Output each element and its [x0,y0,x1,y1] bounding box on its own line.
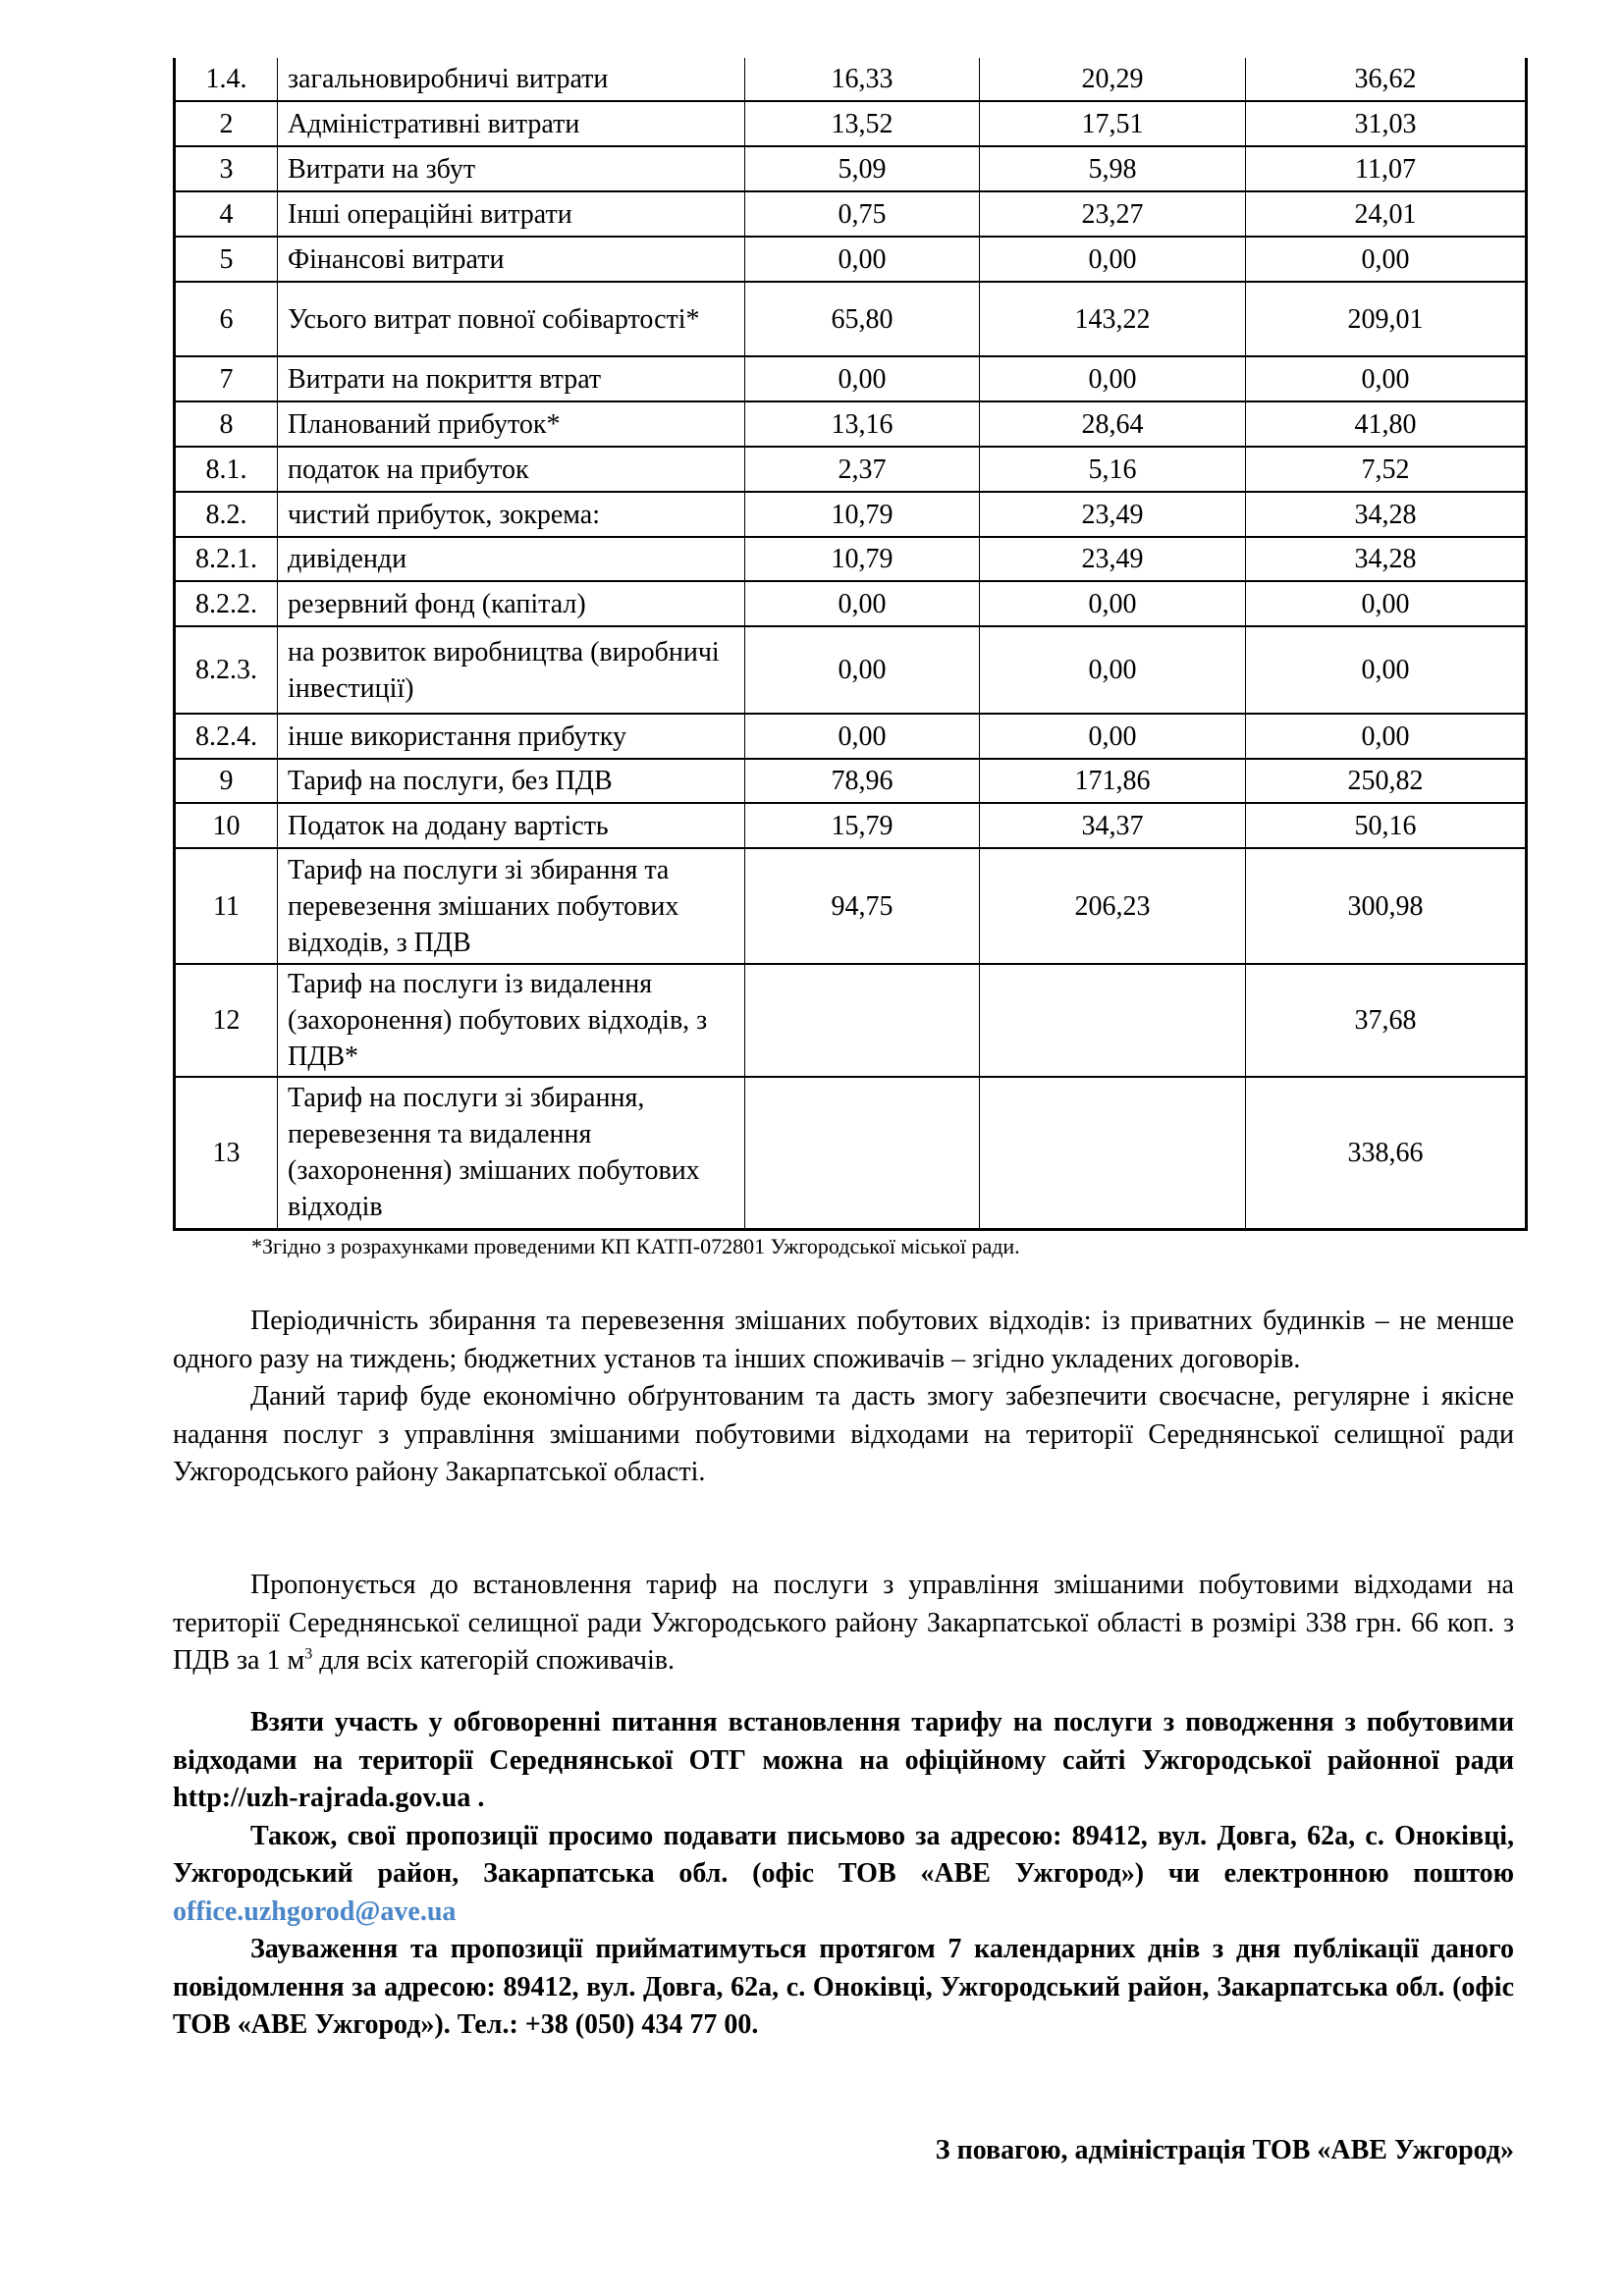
row-label: Фінансові витрати [278,237,745,282]
value-col-1: 15,79 [745,803,980,848]
value-total: 300,98 [1246,848,1527,964]
value-total: 7,52 [1246,447,1527,492]
row-number: 12 [175,964,278,1077]
value-col-1: 0,00 [745,626,980,714]
paragraph-remarks: Зауваження та пропозиції прийматимуться протягом 7 календарних днів з дня публікації даного повідомлення за адресою: 89412, вул. Довга, 62а, с. Оноківці, Ужгородський район, Закарпатська обл. (офіс ТОВ «АВЕ Ужгород»). Тел.: +38 (050) 434 77 00. [173,1934,1514,2040]
signature: З повагою, адміністрація ТОВ «АВЕ Ужгород» [935,2135,1514,2165]
value-col-2: 0,00 [980,237,1246,282]
table-row [175,146,1527,191]
value-col-2: 5,98 [980,146,1246,191]
value-total: 209,01 [1246,282,1527,356]
body-text-proposal [173,1567,1514,1681]
value-col-1: 10,79 [745,492,980,537]
value-col-2: 0,00 [980,626,1246,714]
value-total: 0,00 [1246,581,1527,626]
table-row [175,714,1527,759]
paragraph-proposal: Пропонується до встановлення тариф на послуги з управління змішаними побутовими відходами на території Середнянської селищної ради Ужгородського району Закарпатської області в розмірі 338 грн. 66 коп. з ПДВ за 1 $м^3$ для всіх категорій споживачів. [173,1570,1514,1676]
value-col-2: 34,37 [980,803,1246,848]
value-total: 0,00 [1246,356,1527,401]
value-col-2: 5,16 [980,447,1246,492]
row-number: 2 [175,101,278,146]
row-label: Тариф на послуги із видалення (захоронення) побутових відходів, з ПДВ* [278,964,745,1077]
row-label: Витрати на покриття втрат [278,356,745,401]
paragraph-frequency: Періодичність збирання та перевезення змішаних побутових відходів: із приватних будинків – не менше одного разу на тиждень; бюджетних установ та інших споживачів – згідно укладених договорів. [173,1306,1514,1374]
value-col-1: 65,80 [745,282,980,356]
value-col-1: 10,79 [745,537,980,581]
value-col-1: 5,09 [745,146,980,191]
value-col-2 [980,964,1246,1077]
value-total: 0,00 [1246,237,1527,282]
row-number: 8.2.4. [175,714,278,759]
value-col-1: 0,00 [745,237,980,282]
row-label: на розвиток виробництва (виробничі інвестиції) [278,626,745,714]
table-row [175,58,1527,101]
paragraph-address: Також, свої пропозиції просимо подавати письмово за адресою: 89412, вул. Довга, 62а, с. Оноківці, Ужгородський район, Закарпатська обл. (офіс ТОВ «АВЕ Ужгород») чи електронною поштою office.uzhgorod@ave.ua [173,1820,1514,1927]
row-number: 9 [175,759,278,803]
value-col-1: 0,00 [745,714,980,759]
value-col-1: 16,33 [745,58,980,101]
row-number: 6 [175,282,278,356]
value-total: 250,82 [1246,759,1527,803]
value-total: 0,00 [1246,714,1527,759]
value-total: 11,07 [1246,146,1527,191]
email-link[interactable]: office.uzhgorod@ave.ua [173,1896,457,1927]
row-number: 8.2.3. [175,626,278,714]
row-label: Адміністративні витрати [278,101,745,146]
value-total: 37,68 [1246,964,1527,1077]
table-row [175,401,1527,447]
value-col-1: 2,37 [745,447,980,492]
row-number: 10 [175,803,278,848]
row-number: 8.2. [175,492,278,537]
row-label: Тариф на послуги зі збирання, перевезення та видалення (захоронення) змішаних побутових відходів [278,1077,745,1229]
row-number: 4 [175,191,278,237]
value-total: 41,80 [1246,401,1527,447]
row-number: 3 [175,146,278,191]
row-label: Витрати на збут [278,146,745,191]
row-number: 8 [175,401,278,447]
paragraph-discussion: Взяти участь у обговоренні питання встановлення тарифу на послуги з поводження з побутовими відходами на території Середнянської ОТГ можна на офіційному сайті Ужгородської районної ради http://uzh-rajrada.gov.ua . [173,1707,1514,1813]
body-text-regular [173,1303,1514,1492]
row-number: 8.1. [175,447,278,492]
value-col-2: 17,51 [980,101,1246,146]
value-col-2: 23,49 [980,492,1246,537]
paragraph-justification: Даний тариф буде економічно обґрунтованим та дасть змогу забезпечити своєчасне, регулярне і якісне надання послуг з управління змішаними побутовими відходами на території Середнянської селищної ради Ужгородського району Закарпатської області. [173,1381,1514,1487]
row-label: Інші операційні витрати [278,191,745,237]
tariff-table [173,58,1528,1231]
value-col-2: 171,86 [980,759,1246,803]
value-col-2: 0,00 [980,714,1246,759]
value-total: 31,03 [1246,101,1527,146]
value-total: 34,28 [1246,537,1527,581]
row-label: Податок на додану вартість [278,803,745,848]
row-number: 11 [175,848,278,964]
table-row [175,759,1527,803]
row-label: Тариф на послуги, без ПДВ [278,759,745,803]
row-label: податок на прибуток [278,447,745,492]
table-row [175,356,1527,401]
table-row [175,803,1527,848]
value-col-2: 0,00 [980,356,1246,401]
value-col-1: 13,52 [745,101,980,146]
table-row [175,848,1527,964]
table-row [175,101,1527,146]
row-label: інше використання прибутку [278,714,745,759]
value-col-2: 23,27 [980,191,1246,237]
value-col-2 [980,1077,1246,1229]
table-row [175,237,1527,282]
row-number: 7 [175,356,278,401]
table-row [175,626,1527,714]
value-total: 0,00 [1246,626,1527,714]
table-row [175,1077,1527,1229]
row-label: резервний фонд (капітал) [278,581,745,626]
value-col-1 [745,1077,980,1229]
value-col-2: 23,49 [980,537,1246,581]
value-col-1: 13,16 [745,401,980,447]
value-total: 34,28 [1246,492,1527,537]
value-total: 338,66 [1246,1077,1527,1229]
body-text-bold [173,1704,1514,2045]
value-col-2: 20,29 [980,58,1246,101]
row-number: 8.2.2. [175,581,278,626]
value-col-2: 0,00 [980,581,1246,626]
value-col-1: 94,75 [745,848,980,964]
row-label: Усього витрат повної собівартості* [278,282,745,356]
table-row [175,282,1527,356]
value-col-2: 143,22 [980,282,1246,356]
table-row [175,537,1527,581]
row-number: 13 [175,1077,278,1229]
value-col-1: 0,00 [745,356,980,401]
value-col-1 [745,964,980,1077]
row-label: Планований прибуток* [278,401,745,447]
row-label: Тариф на послуги зі збирання та перевезення змішаних побутових відходів, з ПДВ [278,848,745,964]
value-col-2: 206,23 [980,848,1246,964]
row-number: 1.4. [175,58,278,101]
table-row [175,191,1527,237]
value-col-1: 0,75 [745,191,980,237]
table-footnote: *Згідно з розрахунками проведеними КП КАТП-072801 Ужгородської міської ради. [251,1234,1020,1258]
table-row [175,581,1527,626]
value-total: 36,62 [1246,58,1527,101]
table-row [175,447,1527,492]
row-number: 8.2.1. [175,537,278,581]
row-label: чистий прибуток, зокрема: [278,492,745,537]
value-total: 50,16 [1246,803,1527,848]
value-col-1: 0,00 [745,581,980,626]
value-col-1: 78,96 [745,759,980,803]
row-label: дивіденди [278,537,745,581]
value-total: 24,01 [1246,191,1527,237]
table-row [175,492,1527,537]
row-number: 5 [175,237,278,282]
row-label: загальновиробничі витрати [278,58,745,101]
value-col-2: 28,64 [980,401,1246,447]
table-row [175,964,1527,1077]
